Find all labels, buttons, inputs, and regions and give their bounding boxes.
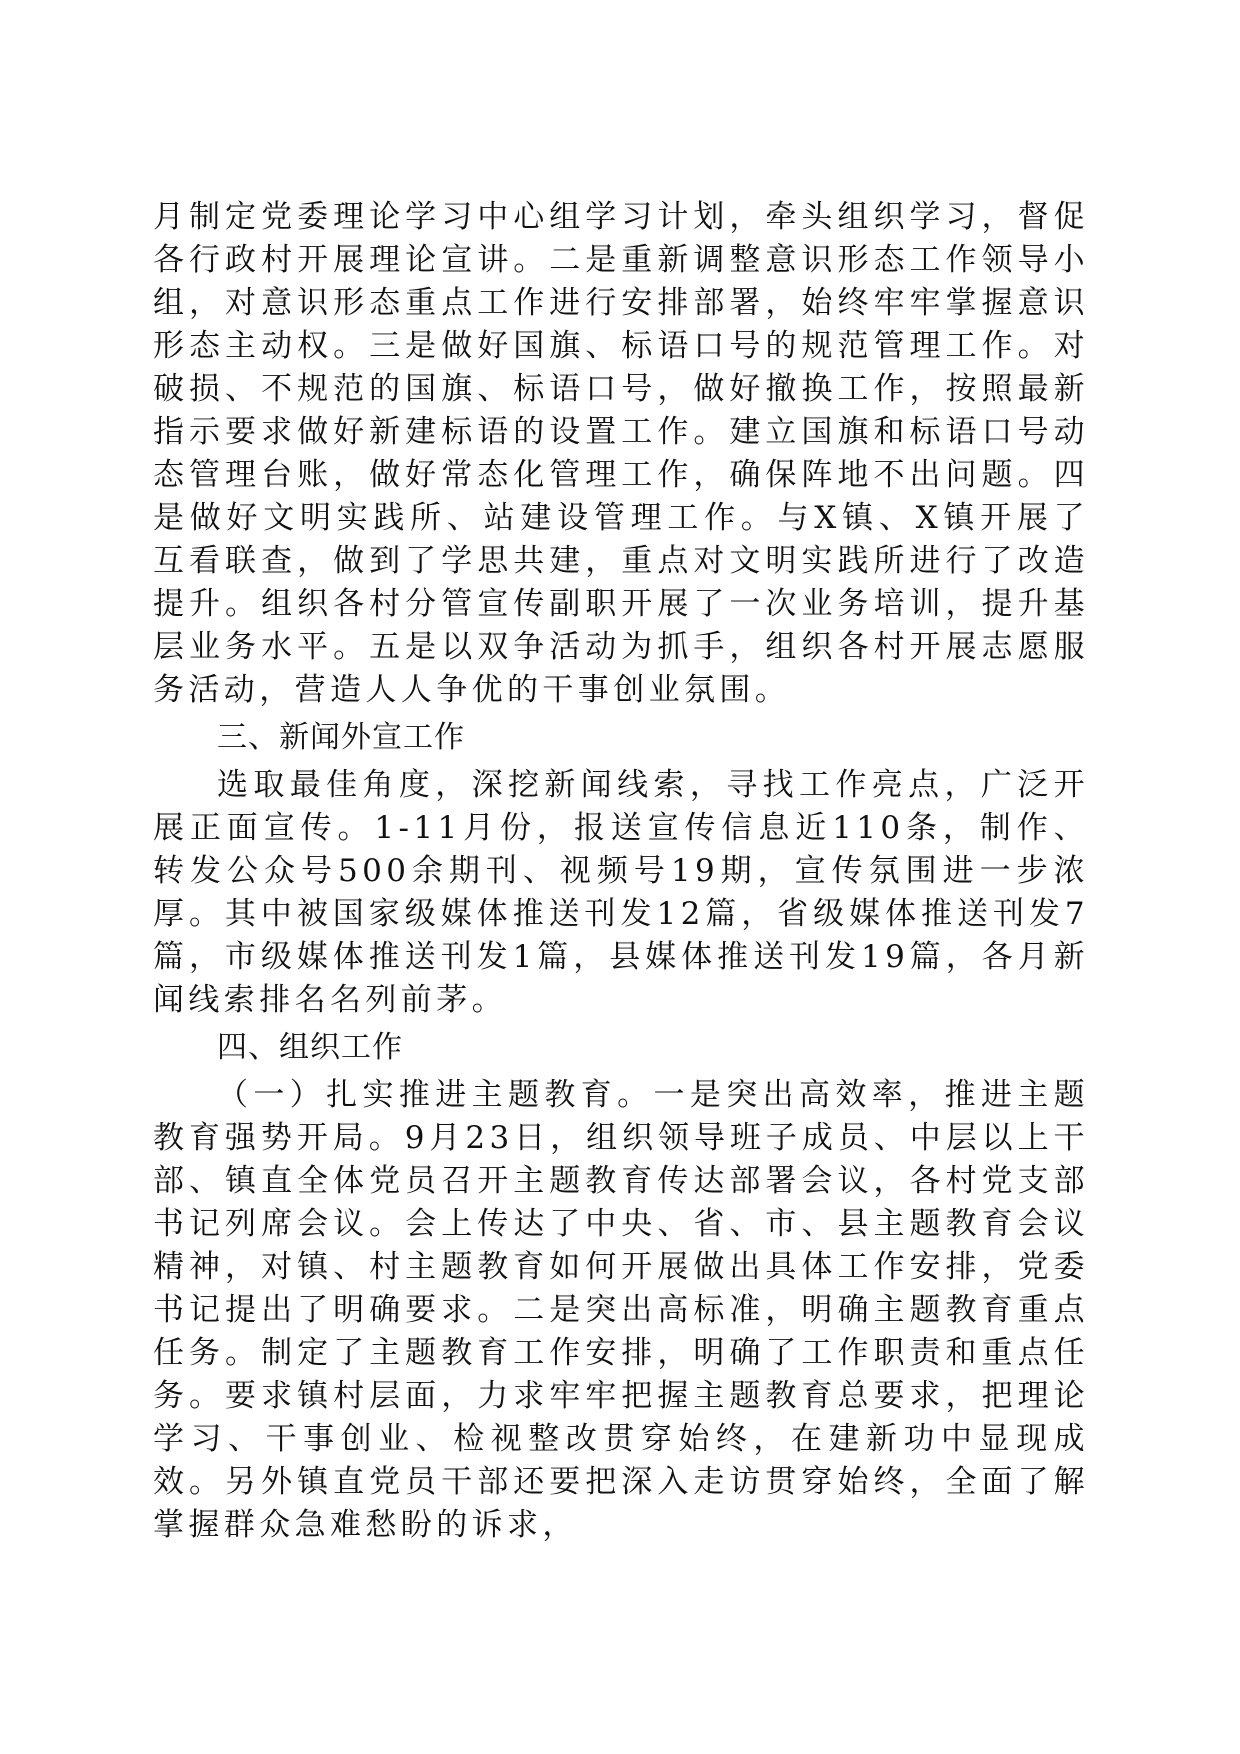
heading-news-publicity: 三、新闻外宣工作 — [217, 720, 465, 755]
paragraph-ideology-work: 月制定党委理论学习中心组学习计划，牵头组织学习，督促各行政村开展理论宣讲。二是重新调整意识形态工作领导小组，对意识形态重点工作进行安排部署，始终牢牢掌握意识形态主动权。三是做好国旗、标语口号的规范管理工作。对破损、不规范的国旗、标语口号，做好撤换工作，按照最新指示要求做好新建标语的设置工作。建立国旗和标语口号动态管理台账，做好常态化管理工作，确保阵地不出问题。四是做好文明实践所、站建设管理工作。与X镇、X镇开展了互看联查，做到了学思共建，重点对文明实践所进行了改造提升。组织各村分管宣传副职开展了一次业务培训，提升基层业务水平。五是以双争活动为抓手，组织各村开展志愿服务活动，营造人人争优的干事创业氛围。 — [153, 199, 1089, 708]
paragraph-news-publicity: 选取最佳角度，深挖新闻线索，寻找工作亮点，广泛开展正面宣传。1-11月份，报送宣传信息近110条，制作、转发公众号500余期刊、视频号19期，宣传氛围进一步浓厚。其中被国家级媒体推送刊发12篇，省级媒体推送刊发7篇，市级媒体推送刊发1篇，县媒体推送刊发19篇，各月新闻线索排名名列前茅。 — [153, 767, 1089, 1018]
heading-organization-work: 四、组织工作 — [217, 1030, 403, 1065]
document-body — [153, 196, 1089, 1547]
paragraph-theme-education: （一）扎实推进主题教育。一是突出高效率，推进主题教育强势开局。9月23日，组织领导班子成员、中层以上干部、镇直全体党员召开主题教育传达部署会议，各村党支部书记列席会议。会上传达了中央、省、市、县主题教育会议精神，对镇、村主题教育如何开展做出具体工作安排，党委书记提出了明确要求。二是突出高标准，明确主题教育重点任务。制定了主题教育工作安排，明确了工作职责和重点任务。要求镇村层面，力求牢牢把握主题教育总要求，把理论学习、干事创业、检视整改贯穿始终，在建新功中显现成效。另外镇直党员干部还要把深入走访贯穿始终，全面了解掌握群众急难愁盼的诉求， — [153, 1077, 1089, 1543]
